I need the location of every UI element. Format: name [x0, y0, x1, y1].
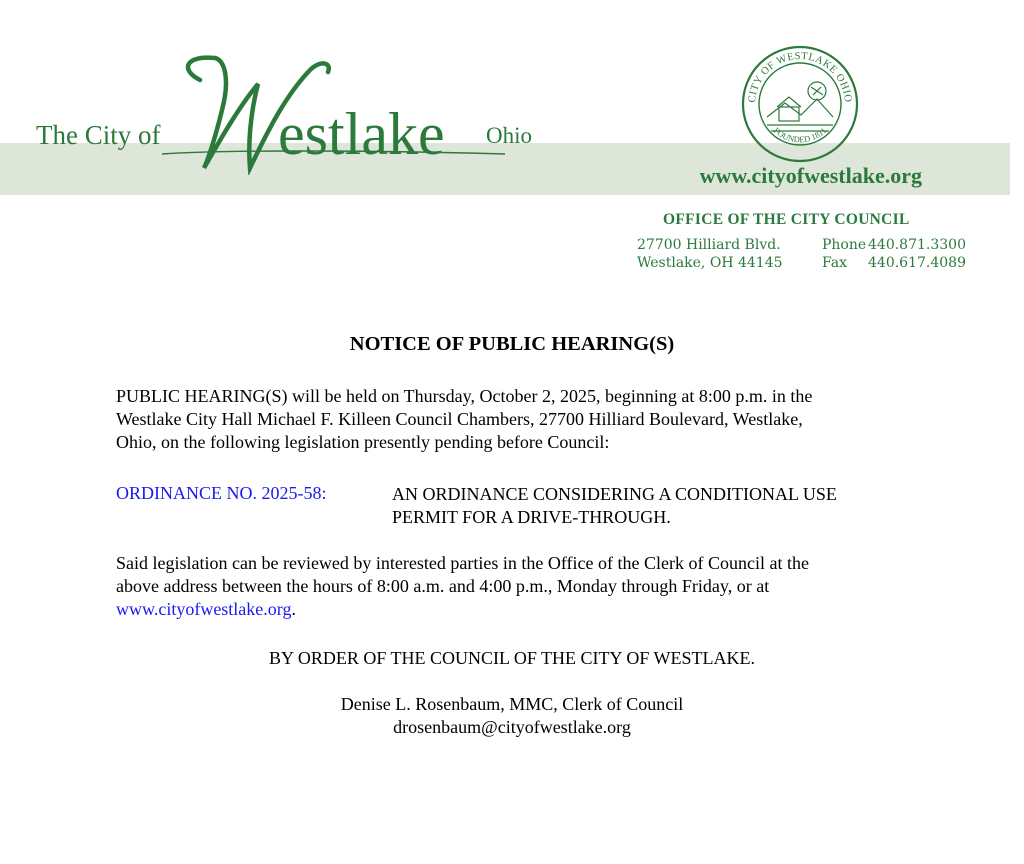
review-paragraph	[116, 552, 916, 621]
phone-number: 440.871.3300	[868, 237, 966, 253]
svg-text:estlake: estlake	[278, 101, 445, 167]
intro-line: PUBLIC HEARING(S) will be held on Thursday, October 2, 2025, beginning at 8:00 p.m. in the	[116, 386, 813, 406]
ordinance-description	[392, 483, 837, 529]
ordinance-line: PERMIT FOR A DRIVE-THROUGH.	[392, 507, 671, 527]
office-title: OFFICE OF THE CITY COUNCIL	[663, 211, 910, 228]
notice-title: NOTICE OF PUBLIC HEARING(S)	[349, 333, 675, 355]
svg-text:FOUNDED 1811	[772, 125, 828, 144]
header-website[interactable]: www.cityofwestlake.org	[699, 163, 922, 188]
seal-bottom-text: FOUNDED 1811	[771, 125, 829, 145]
hearing-paragraph	[116, 385, 916, 454]
review-line: Said legislation can be reviewed by interested parties in the Office of the Clerk of Council at the	[116, 553, 809, 573]
ordinance-label[interactable]: ORDINANCE NO. 2025-58:	[116, 483, 327, 503]
logo-state: Ohio	[486, 123, 532, 148]
review-line: above address between the hours of 8:00 a.m. and 4:00 p.m., Monday through Friday, or at	[116, 576, 770, 596]
address-line-2: Westlake, OH 44145	[637, 255, 783, 271]
fax-label: Fax	[822, 255, 848, 271]
city-logo	[30, 40, 590, 180]
office-phone-fax	[822, 236, 966, 272]
logo-the-city-of: The City of	[36, 120, 161, 150]
logo-wordmark	[160, 50, 510, 175]
seal-top-text: CITY OF WESTLAKE OHIO	[746, 50, 854, 104]
clerk-email-link[interactable]: drosenbaum@cityofwestlake.org	[393, 717, 631, 737]
office-address	[637, 236, 783, 272]
city-seal-icon	[741, 45, 859, 163]
phone-label: Phone	[822, 237, 867, 253]
review-website-link[interactable]: www.cityofwestlake.org	[116, 599, 292, 619]
order-line: BY ORDER OF THE COUNCIL OF THE CITY OF WESTLAKE.	[268, 648, 755, 668]
svg-text:CITY OF WESTLAKE OHIO	[747, 51, 853, 103]
intro-line: Westlake City Hall Michael F. Killeen Council Chambers, 27700 Hilliard Boulevard, Westlake,	[116, 409, 803, 429]
address-line-1: 27700 Hilliard Blvd.	[637, 237, 781, 253]
fax-number: 440.617.4089	[868, 255, 966, 271]
review-end: .	[291, 599, 296, 619]
ordinance-line: AN ORDINANCE CONSIDERING A CONDITIONAL USE	[392, 484, 837, 504]
intro-line: Ohio, on the following legislation presently pending before Council:	[116, 432, 610, 452]
signatory: Denise L. Rosenbaum, MMC, Clerk of Council	[340, 694, 684, 714]
